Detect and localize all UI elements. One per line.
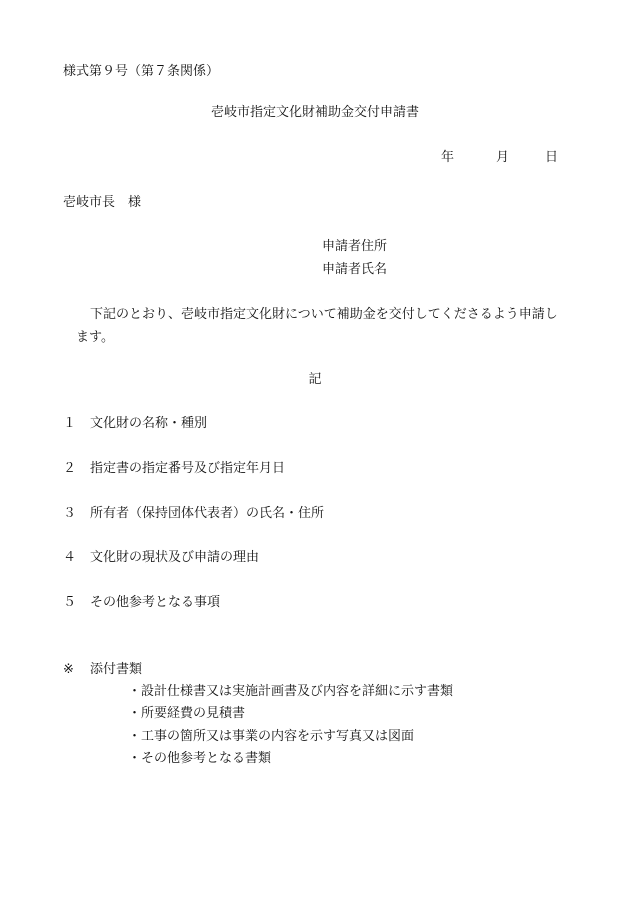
- request-body-text: 下記のとおり、壱岐市指定文化財について補助金を交付してくださるよう申請します。: [76, 307, 558, 345]
- date-day-label: 日: [545, 150, 559, 165]
- attachments-heading: [63, 662, 142, 678]
- date-line: [441, 150, 558, 166]
- date-year-label: 年: [441, 150, 455, 165]
- attachment-item: ・工事の箇所又は事業の内容を示す写真又は図面: [128, 729, 415, 744]
- item-number: ５: [63, 595, 77, 610]
- attachments-heading-text: 添付書類: [90, 662, 143, 677]
- attachment-item: ・設計仕様書又は実施計画書及び内容を詳細に示す書類: [128, 684, 454, 699]
- applicant-name-label: 申請者氏名: [322, 262, 388, 277]
- item-number: ３: [63, 506, 77, 521]
- item-text: 指定書の指定番号及び指定年月日: [90, 461, 286, 476]
- item-number: １: [63, 416, 77, 431]
- list-item: [63, 595, 220, 611]
- reference-mark: ※: [63, 662, 74, 677]
- recipient: 壱岐市長 様: [63, 195, 142, 210]
- item-number: ２: [63, 461, 77, 476]
- attachment-item: ・その他参考となる書類: [128, 751, 272, 766]
- form-number: 様式第９号（第７条関係）: [63, 64, 220, 79]
- date-month-label: 月: [496, 150, 510, 165]
- ki-heading: 記: [308, 372, 322, 387]
- list-item: [63, 416, 207, 432]
- attachment-item: ・所要経費の見積書: [128, 706, 246, 721]
- applicant-address-label: 申請者住所: [322, 239, 388, 254]
- list-item: [63, 506, 324, 522]
- document-title: 壱岐市指定文化財補助金交付申請書: [210, 105, 419, 120]
- list-item: [63, 461, 285, 477]
- item-text: 所有者（保持団体代表者）の氏名・住所: [90, 506, 325, 521]
- item-text: その他参考となる事項: [90, 595, 221, 610]
- item-text: 文化財の名称・種別: [90, 416, 208, 431]
- item-number: ４: [63, 550, 77, 565]
- item-text: 文化財の現状及び申請の理由: [90, 550, 260, 565]
- list-item: [63, 550, 259, 566]
